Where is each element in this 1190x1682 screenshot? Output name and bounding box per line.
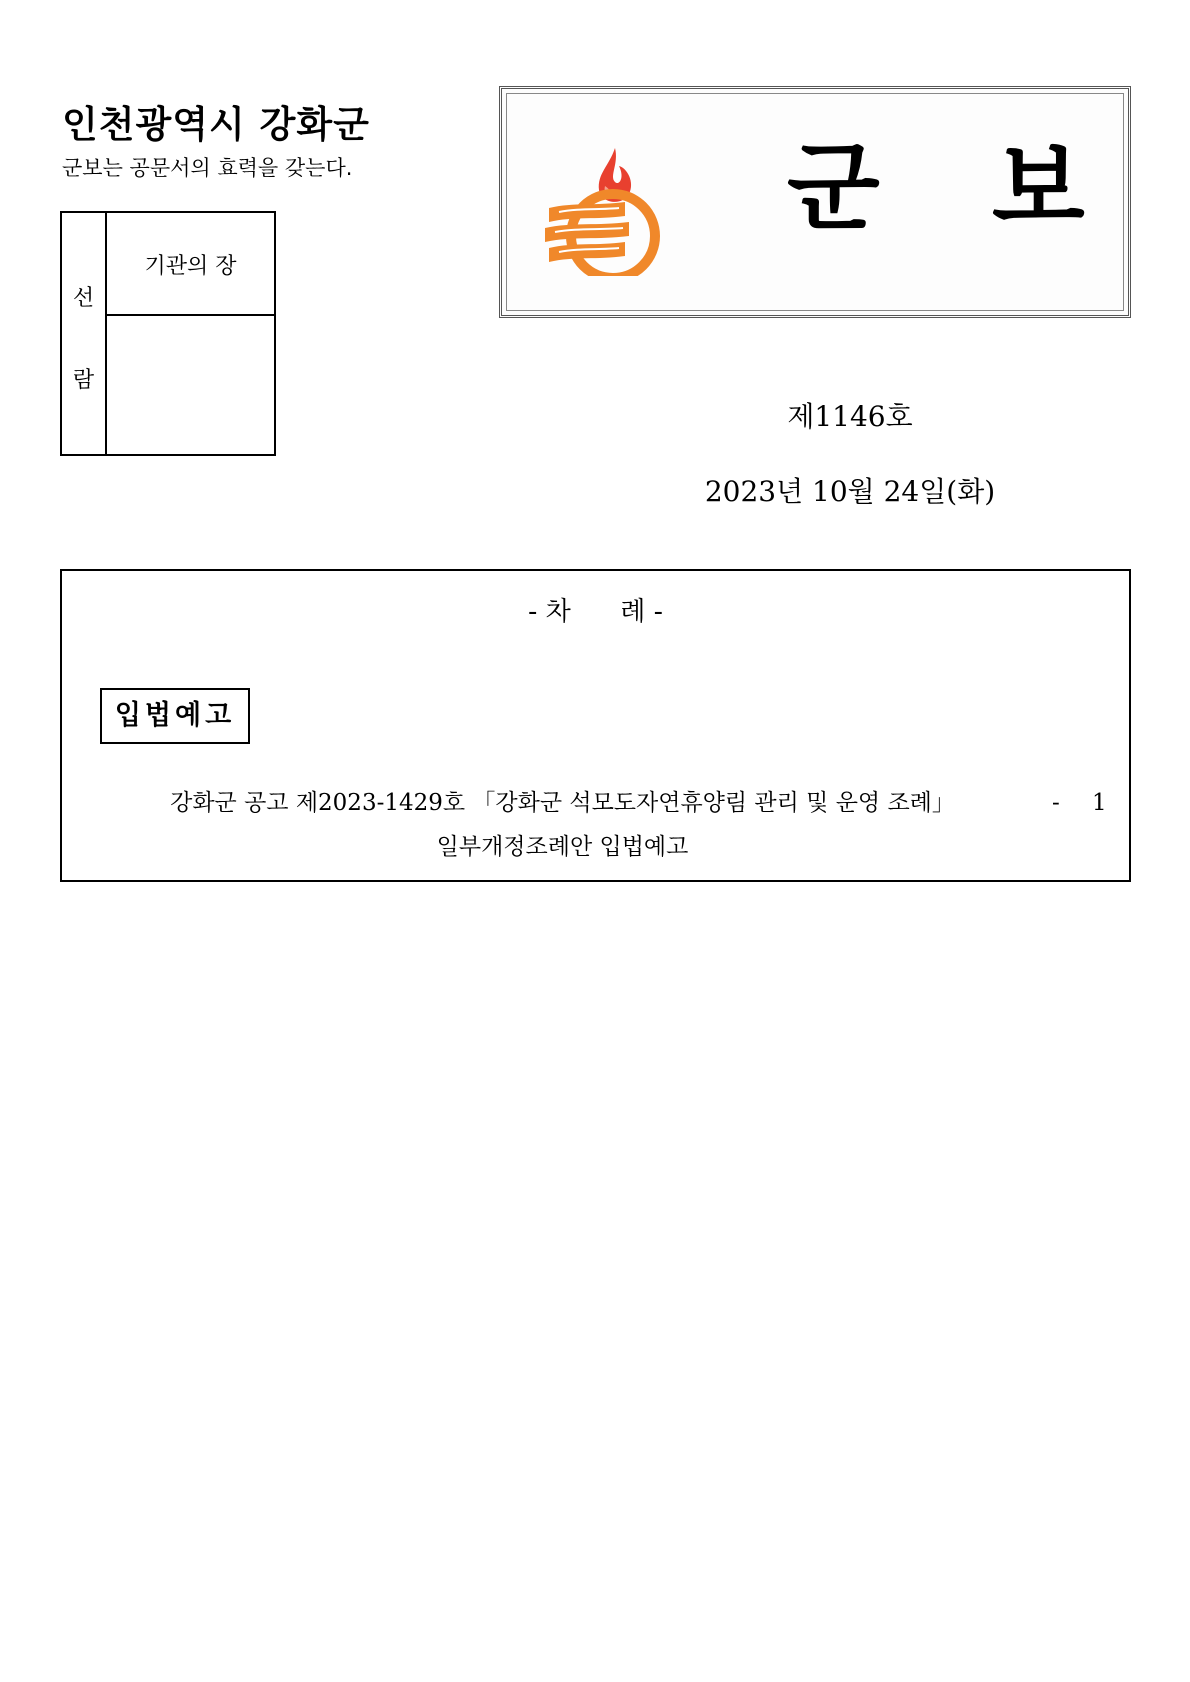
issue-date: 2023년 10월 24일(화) xyxy=(704,475,996,508)
toc-entry-separator: - xyxy=(1052,790,1060,816)
section-label: 입법예고 xyxy=(100,688,250,744)
issuer-notice: 군보는 공문서의 효력을 갖는다. xyxy=(62,156,353,180)
issuer-title: 인천광역시 강화군 xyxy=(62,103,370,146)
toc-entry-page: 1 xyxy=(1092,790,1107,816)
gangwha-county-emblem-icon xyxy=(545,140,669,280)
review-head-label: 기관의 장 xyxy=(144,254,237,279)
masthead-title-char: 보 xyxy=(992,132,1085,244)
toc-entry-title-line: 일부개정조례안 입법예고 xyxy=(436,834,689,860)
review-side-char: 선 xyxy=(72,286,95,311)
review-box xyxy=(60,211,276,456)
toc-heading: - 차 례 - xyxy=(527,597,664,627)
table-of-contents xyxy=(60,569,1131,882)
masthead-inner-frame xyxy=(506,93,1124,311)
masthead-title-char: 군 xyxy=(787,132,880,244)
review-side-char: 람 xyxy=(72,368,95,393)
review-head-cell xyxy=(107,213,274,316)
toc-entry-title-line: 강화군 공고 제2023-1429호 「강화군 석모도자연휴양림 관리 및 운영 조례」 xyxy=(170,790,955,816)
toc-entry-title xyxy=(110,781,1015,869)
issue-number: 제1146호 xyxy=(787,400,913,433)
masthead xyxy=(499,86,1131,318)
review-side-column xyxy=(62,213,107,454)
